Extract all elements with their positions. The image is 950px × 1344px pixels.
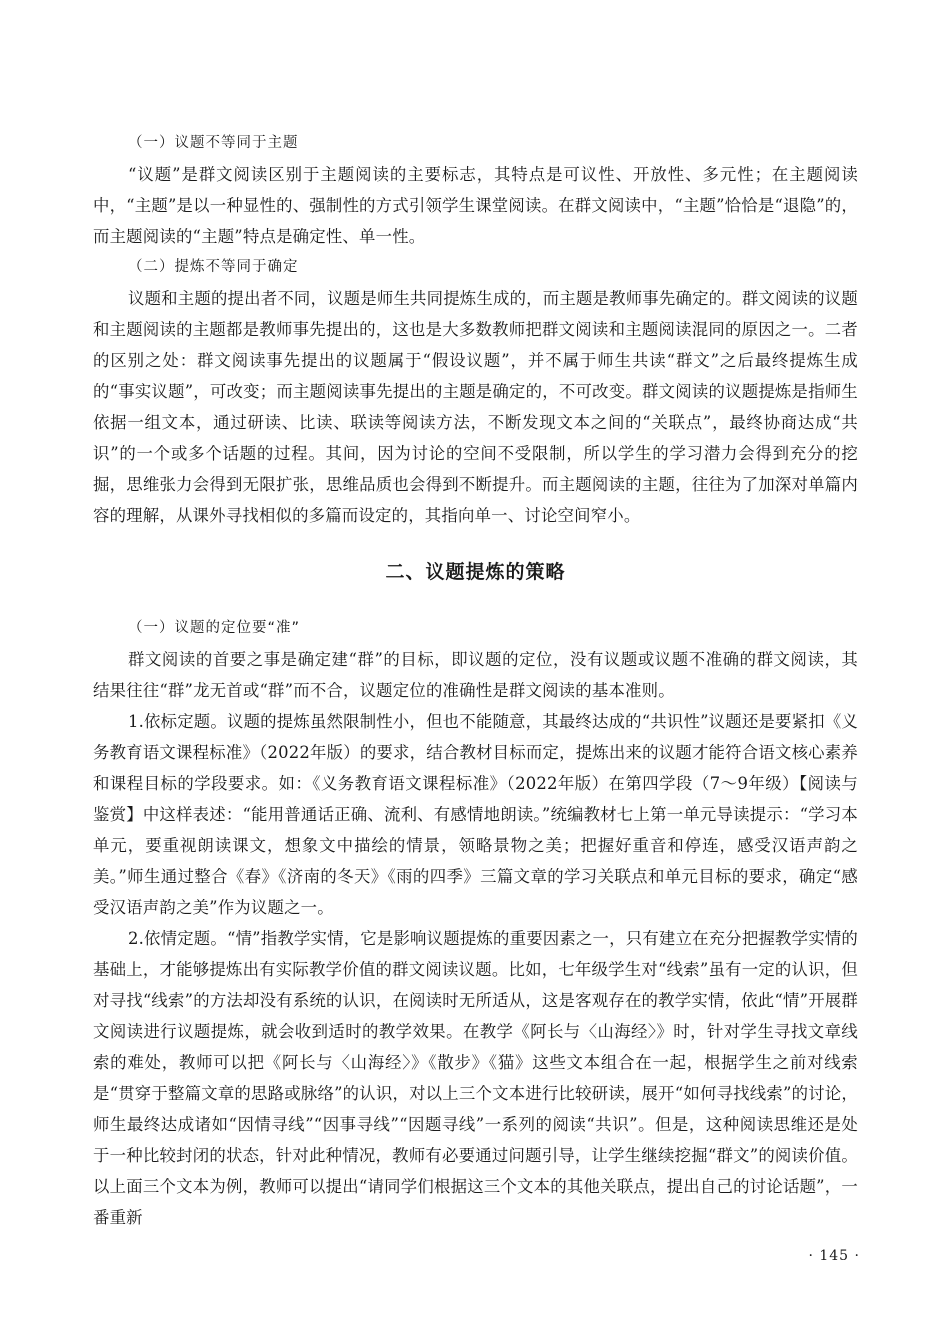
paragraph: 2.依情定题。“情”指教学实情，它是影响议题提炼的重要因素之一，只有建立在充分把握教学实情的基础上，才能够提炼出有实际教学价值的群文阅读议题。比如，七年级学生对“线索”虽有一定的认识，但对寻找“线索”的方法却没有系统的认识，在阅读时无所适从，这是客观存在的教学实情，依此“情”开展群文阅读进行议题提炼，就会收到适时的教学效果。在教学《阿长与〈山海经〉》时，针对学生寻找文章线索的难处，教师可以把《阿长与〈山海经〉》《散步》《猫》这些文本组合在一起，根据学生之前对线索是“贯穿于整篇文章的思路或脉络”的认识，对以上三个文本进行比较研读，展开“如何寻找线索”的讨论，师生最终达成诸如“因情寻线”“因事寻线”“因题寻线”一系列的阅读“共识”。但是，这种阅读思维还是处于一种比较封闭的状态，针对此种情况，教师有必要通过问题引导，让学生继续挖掘“群文”的阅读价值。以上面三个文本为例，教师可以提出“请同学们根据这三个文本的其他关联点，提出自己的讨论话题”，一番重新 <box>93 929 859 1227</box>
subheading-topic-vs-theme: （一）议题不等同于主题 <box>128 135 299 151</box>
section-heading-strategy: 二、议题提炼的策略 <box>385 561 566 583</box>
paragraph: 群文阅读的首要之事是确定建“群”的目标，即议题的定位，没有议题或议题不准确的群文阅读，其结果往往“群”龙无首或“群”而不合，议题定位的准确性是群文阅读的基本准则。 <box>93 650 858 700</box>
subheading-refine-vs-determine: （二）提炼不等同于确定 <box>128 259 299 275</box>
paragraph: 议题和主题的提出者不同，议题是师生共同提炼生成的，而主题是教师事先确定的。群文阅读的议题和主题阅读的主题都是教师事先提出的，这也是大多数教师把群文阅读和主题阅读混同的原因之一。二者的区别之处：群文阅读事先提出的议题属于“假设议题”，并不属于师生共读“群文”之后最终提炼生成的“事实议题”，可改变；而主题阅读事先提出的主题是确定的，不可改变。群文阅读的议题提炼是指师生依据一组文本，通过研读、比读、联读等阅读方法，不断发现文本之间的“关联点”，最终协商达成“共识”的一个或多个话题的过程。其间，因为讨论的空间不受限制，所以学生的学习潜力会得到充分的挖掘，思维张力会得到无限扩张，思维品质也会得到不断提升。而主题阅读的主题，往往为了加深对单篇内容的理解，从课外寻找相似的多篇而设定的，其指向单一、讨论空间窄小。 <box>93 289 858 525</box>
subheading-positioning: （一）议题的定位要“准” <box>128 620 301 636</box>
paragraph: 1.依标定题。议题的提炼虽然限制性小，但也不能随意，其最终达成的“共识性”议题还是要紧扣《义务教育语文课程标准》（2022年版）的要求，结合教材目标而定，提炼出来的议题才能符合语文核心素养和课程目标的学段要求。如：《义务教育语文课程标准》（2022年版）在第四学段（7～9年级）【阅读与鉴赏】中这样表述：“能用普通话正确、流利、有感情地朗读。”统编教材七上第一单元导读提示：“学习本单元，要重视朗读课文，想象文中描绘的情景，领略景物之美；把握好重音和停连，感受汉语声韵之美。”师生通过整合《春》《济南的冬天》《雨的四季》三篇文章的学习关联点和单元目标的要求，确定“感受汉语声韵之美”作为议题之一。 <box>93 712 859 917</box>
paragraph: “议题”是群文阅读区别于主题阅读的主要标志，其特点是可议性、开放性、多元性；在主题阅读中，“主题”是以一种显性的、强制性的方式引领学生课堂阅读。在群文阅读中，“主题”恰恰是“退隐”的，而主题阅读的“主题”特点是确定性、单一性。 <box>93 165 858 246</box>
page-body <box>93 128 858 1233</box>
page-number: · 145 · <box>808 1248 860 1264</box>
